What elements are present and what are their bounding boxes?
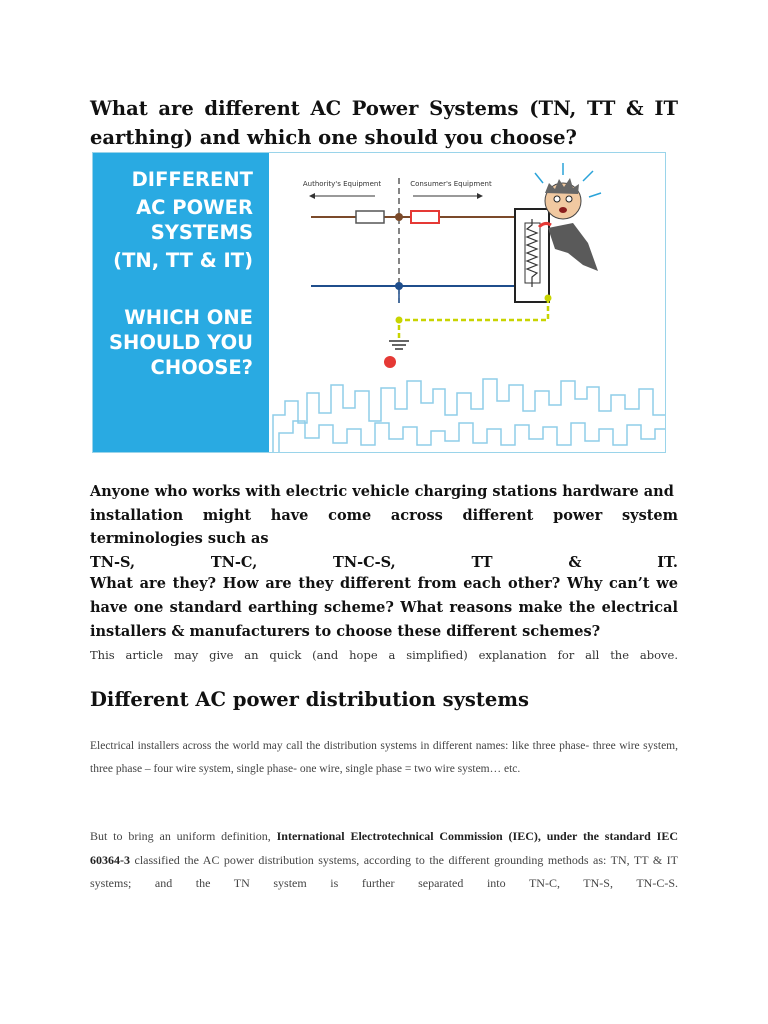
banner-question-2: SHOULD YOU (108, 331, 253, 354)
term-tn-c-s: TN-C-S, (333, 553, 396, 571)
banner-headline-2: AC POWER (136, 196, 253, 219)
iec-lead-text: But to bring an uniform definition, (90, 829, 277, 843)
banner-headline-1: DIFFERENT (131, 168, 253, 191)
iec-standard-reference: International Electrotechnical Commission (IEC), under the standard IEC 60364-3 (90, 829, 678, 867)
questions-paragraph: What are they? How are they different from each other? Why can’t we have one standard earthing scheme? What reasons make the electrical installers & manufacturers to choose these different schemes? (90, 575, 678, 640)
fuse-consumer (411, 211, 439, 223)
section-heading: Different AC power distribution systems (90, 688, 529, 711)
banner-question-3: CHOOSE? (150, 356, 253, 379)
note-paragraph: This article may give an quick (and hope a simplified) explanation for all the above. (90, 648, 678, 662)
term-tt: TT (471, 553, 493, 571)
fuse-authority (356, 211, 384, 223)
article-title: What are different AC Power Systems (TN, TT & IT earthing) and which one should you choose? (90, 97, 678, 149)
article-banner-image (92, 152, 666, 453)
cityscape-decoration (273, 379, 665, 453)
term-it: IT. (657, 553, 678, 571)
label-consumer-equipment: Consumer's Equipment (410, 180, 492, 188)
earth-conductor (399, 298, 548, 338)
banner-question-1: WHICH ONE (124, 306, 253, 329)
intro-line-1: Anyone who works with electric vehicle charging stations hardware and (90, 483, 674, 500)
banner-headline-4: (TN, TT & IT) (113, 249, 253, 272)
term-tn-c: TN-C, (210, 553, 258, 571)
iec-classification-paragraph (90, 825, 678, 896)
banner-headline-3: SYSTEMS (150, 221, 253, 244)
term-ampersand: & (568, 553, 582, 571)
distribution-names-paragraph: Electrical installers across the world may call the distribution systems in different names: like three phase- three wire system, three phase – four wire system, single phase- one wire, single phase = two wire system… etc. (90, 740, 678, 775)
term-tn-s: TN-S, (90, 553, 136, 571)
intro-paragraph (90, 480, 678, 574)
banner-illustration (93, 153, 666, 453)
label-authority-equipment: Authority's Equipment (302, 180, 382, 188)
iec-rest-text: classified the AC power distribution systems, according to the different grounding methods as: TN, TT & IT systems; and the TN system is further separated into TN-C, TN-S, TN-C-S. (90, 852, 678, 890)
intro-terms-line (90, 551, 678, 575)
intro-line-2: installation might have come across different power system terminologies such as (90, 506, 678, 547)
fault-indicator (384, 356, 396, 368)
